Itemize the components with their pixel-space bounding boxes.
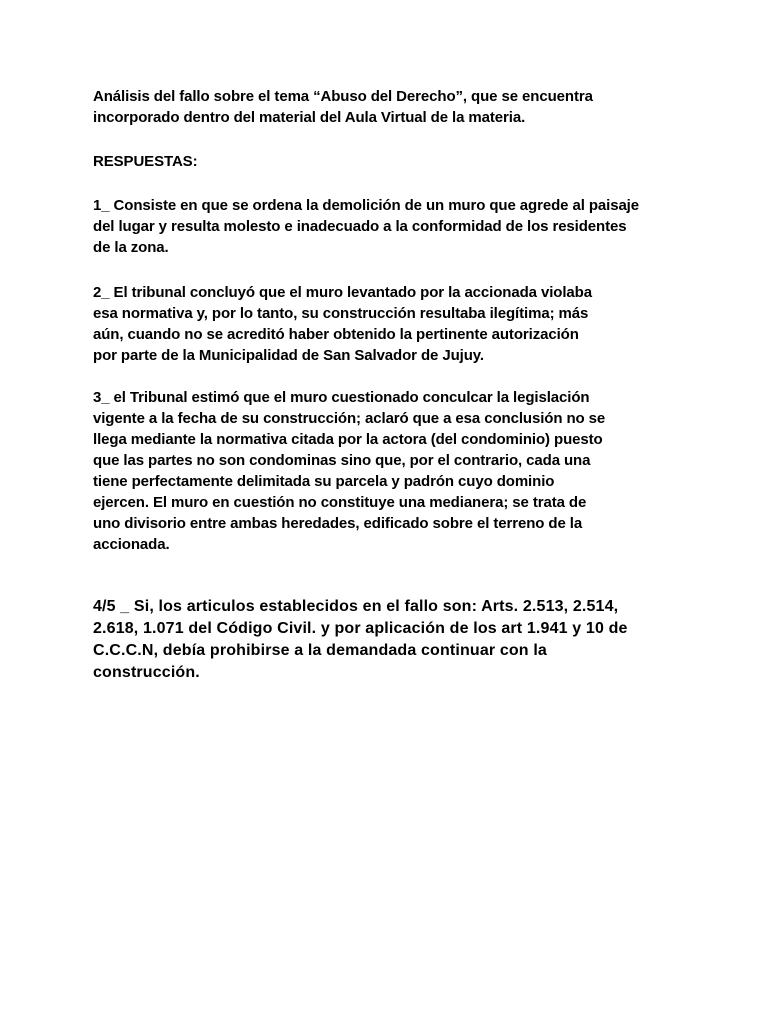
text-line: llega mediante la normativa citada por la actora (del condominio) puesto: [93, 431, 603, 448]
text-line: de la zona.: [93, 239, 169, 256]
text-line: incorporado dentro del material del Aula Virtual de la materia.: [93, 109, 526, 126]
text-line: construcción.: [93, 664, 200, 681]
text-line: aún, cuando no se acreditó haber obtenido la pertinente autorización: [93, 326, 579, 343]
text-line: vigente a la fecha de su construcción; aclaró que a esa conclusión no se: [93, 410, 606, 427]
text-line: C.C.C.N, debía prohibirse a la demandada continuar con la: [93, 642, 547, 659]
respuestas-heading: [93, 151, 683, 172]
text-line: esa normativa y, por lo tanto, su construcción resultaba ilegítima; más: [93, 305, 589, 322]
text-line: 4/5 _ Si, los articulos establecidos en el fallo son: Arts. 2.513, 2.514,: [93, 598, 619, 615]
heading-text: RESPUESTAS:: [93, 153, 198, 170]
text-line: tiene perfectamente delimitada su parcela y padrón cuyo dominio: [93, 473, 555, 490]
text-line: 3_ el Tribunal estimó que el muro cuestionado conculcar la legislación: [93, 389, 590, 406]
text-line: 2.618, 1.071 del Código Civil. y por aplicación de los art 1.941 y 10 de: [93, 620, 628, 637]
answer-4-5-paragraph: [93, 596, 683, 684]
text-line: 1_ Consiste en que se ordena la demolición de un muro que agrede al paisaje: [93, 197, 639, 214]
text-line: del lugar y resulta molesto e inadecuado a la conformidad de los residentes: [93, 218, 627, 235]
text-line: uno divisorio entre ambas heredades, edificado sobre el terreno de la: [93, 515, 583, 532]
text-line: accionada.: [93, 536, 170, 553]
text-line: 2_ El tribunal concluyó que el muro levantado por la accionada violaba: [93, 284, 592, 301]
text-line: que las partes no son condominas sino que, por el contrario, cada una: [93, 452, 591, 469]
answer-2-paragraph: [93, 282, 683, 366]
answer-1-paragraph: [93, 195, 683, 258]
text-line: ejercen. El muro en cuestión no constituye una medianera; se trata de: [93, 494, 587, 511]
intro-paragraph: [93, 86, 683, 128]
text-line: por parte de la Municipalidad de San Salvador de Jujuy.: [93, 347, 484, 364]
answer-3-paragraph: [93, 387, 683, 555]
text-line: Análisis del fallo sobre el tema “Abuso del Derecho”, que se encuentra: [93, 88, 593, 105]
